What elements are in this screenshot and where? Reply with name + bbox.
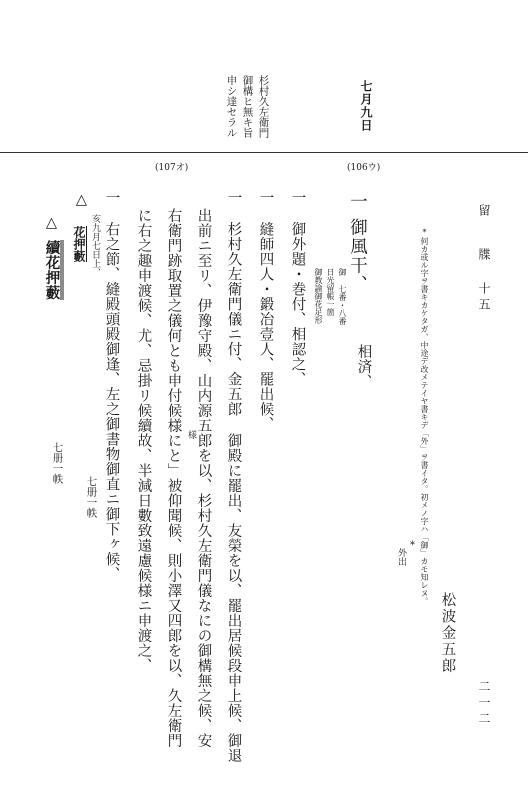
page-date: 七月九日	[359, 80, 373, 132]
entry-text: 相済、	[355, 344, 372, 389]
person-prefix: 外出	[396, 548, 406, 566]
entry-gloss: 様	[186, 430, 196, 439]
person-name: 松波金五郎	[439, 592, 456, 675]
book-bullet: △	[73, 192, 90, 209]
book-note: 亥九月七日上、	[90, 214, 100, 277]
book-count: 七册一帙	[51, 442, 64, 484]
margin-memo-line: 御構ヒ無キ旨	[241, 75, 254, 138]
book-title: 花押藪	[72, 226, 86, 262]
entry-note-line: 御教諭御花足形	[314, 268, 323, 324]
folio-reference: (107オ)	[155, 163, 189, 173]
margin-memo-line: 杉村久左衛門	[257, 75, 270, 138]
book-title: 續花押藪	[43, 240, 61, 300]
entry-note-line: 日光留帳一箇	[326, 268, 335, 316]
running-head-volume: 牒 十五	[477, 248, 491, 314]
running-head-section: 留	[477, 204, 491, 216]
entry-note-line: 御 七番・八番	[338, 268, 347, 325]
page-number: 二一二	[477, 680, 491, 728]
entry-text: 右衛門跡取置之儀何とも申付候様にと」被仰聞候、則小澤又四郎を以、久左衛門	[165, 208, 182, 748]
entry-text: に右之趣申渡候、尤、忌掛リ候續故、半減日數致遠慮候様ニ申渡之、	[135, 208, 152, 673]
book-bullet: △	[43, 215, 60, 232]
footnote: *何カ或ル字ヲ書キカケタガ、中途デ改メテイヤ書キデ「外」ヲ書イタ。初メノ字ハ「御」カモ知レヌ。	[420, 228, 429, 605]
margin-memo-line: 申シ達セラル	[225, 75, 238, 138]
entry-bullet: 一	[347, 192, 368, 211]
footnote-marker: *	[410, 540, 415, 551]
entry-text: 一 杉村久左衛門儀ニ付、金五郎 御殿に罷出、友榮を以、罷出居候段申上候、御退	[225, 190, 242, 763]
entry-text: 一 右之節、縫殿頭殿御逢、左之御書物御直ニ御下ヶ候、	[103, 190, 120, 582]
book-count: 七册一帙	[85, 476, 98, 518]
folio-reference: (106ウ)	[347, 163, 381, 173]
entry-text: 御風干、	[347, 218, 368, 294]
entry-text: 一 御外題・巻付、相認之、	[289, 190, 306, 387]
entry-text: 一 縫師四人・鍛冶壹人、罷出候、	[257, 190, 274, 432]
header-rule	[0, 152, 528, 153]
entry-text: 出前ニ至リ、伊豫守殿、山内源五郎を以、杉村久左衛門儀なにの御構無之候、安	[195, 208, 212, 748]
